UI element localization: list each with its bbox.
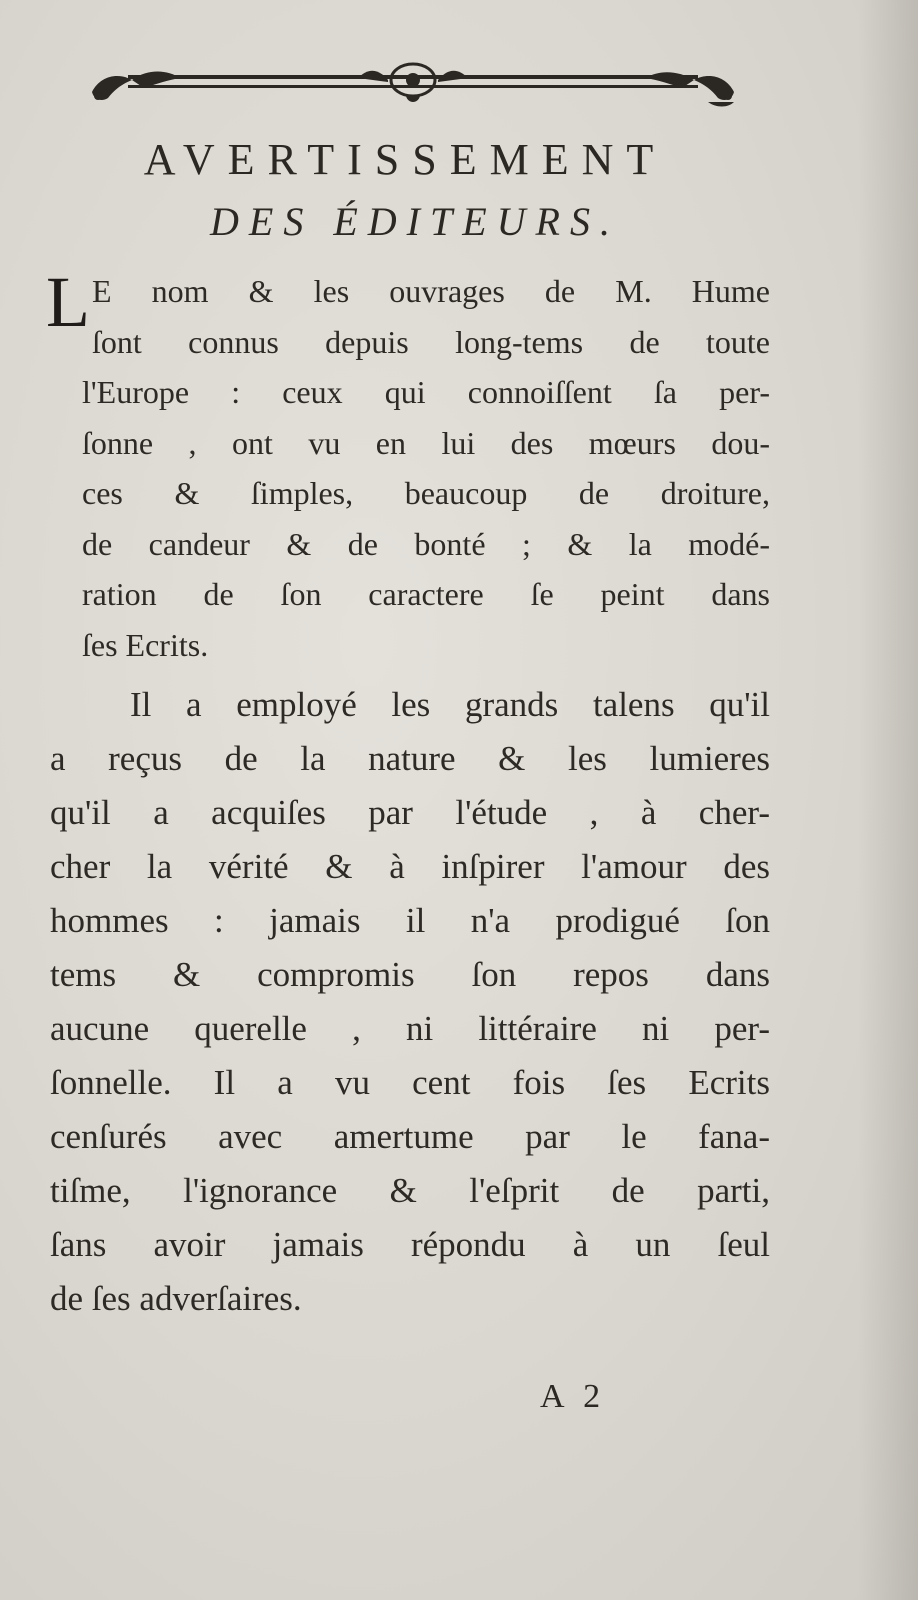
drop-cap: L: [46, 262, 90, 342]
text-line: ces & ſimples, beaucoup de droiture,: [82, 475, 770, 511]
text-line: ſont connus depuis long-tems de toute: [91, 323, 770, 360]
text-line: E nom & les ouvrages de M. Hume: [91, 273, 770, 309]
text-line: de candeur & de bonté ; & la modé-: [82, 525, 770, 562]
text-line: a reçus de la nature & les lumieres: [50, 739, 770, 778]
text-line: hommes : jamais il n'a prodigué ſon: [50, 901, 770, 940]
text-line: ſans avoir jamais répondu à un ſeul: [50, 1225, 770, 1264]
text-line: Il a employé les grands talens qu'il: [130, 685, 770, 724]
text-line: cenſurés avec amertume par le fana-: [50, 1117, 770, 1156]
text-line: cher la vérité & à inſpirer l'amour des: [50, 847, 770, 886]
text-line: ſonne , ont vu en lui des mœurs dou-: [82, 424, 770, 461]
text-line: l'Europe : ceux qui connoiſſent ſa per-: [82, 374, 770, 410]
page-edge-shadow: [858, 0, 918, 1600]
text-line: tiſme, l'ignorance & l'eſprit de parti,: [50, 1171, 770, 1210]
text-line: aucune querelle , ni littéraire ni per-: [50, 1009, 770, 1048]
headpiece-ornament: [88, 58, 738, 110]
text-line: de ſes adverſaires.: [50, 1279, 302, 1318]
subtitle-heading: DES ÉDITEURS.: [210, 199, 620, 244]
text-line: qu'il a acquiſes par l'étude , à cher-: [50, 793, 770, 832]
text-line: ration de ſon caractere ſe peint dans: [82, 576, 770, 612]
text-body: [46, 262, 770, 1334]
title-heading: AVERTISSEMENT: [143, 135, 667, 184]
paragraph-1: [46, 262, 770, 670]
text-line: ſonnelle. Il a vu cent fois ſes Ecrits: [50, 1063, 770, 1102]
signature-mark: A 2: [540, 1378, 607, 1415]
text-line: ſes Ecrits.: [82, 626, 209, 663]
paragraph-2: [50, 678, 770, 1326]
text-line: tems & compromis ſon repos dans: [50, 955, 770, 994]
